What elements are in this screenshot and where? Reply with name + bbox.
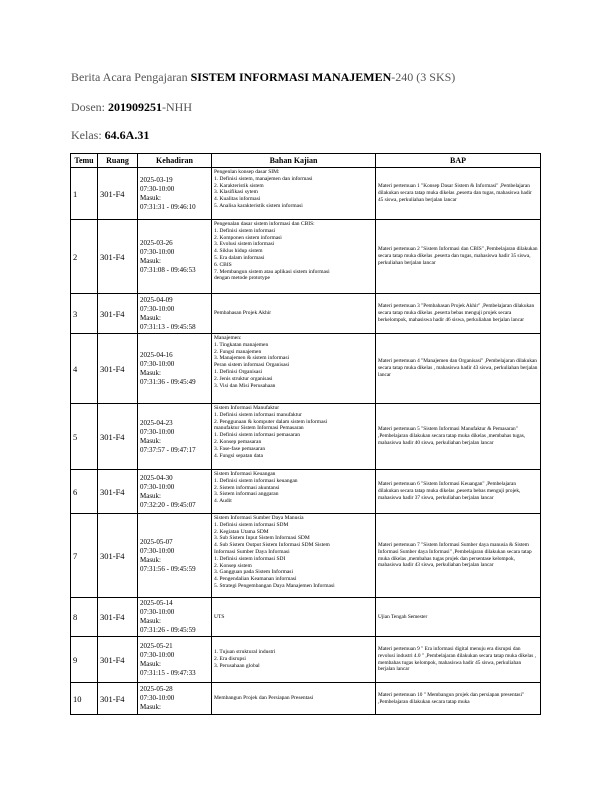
topic-line: 3. Sistem informasi anggaran	[214, 491, 279, 498]
cell-bahan-kajian	[212, 404, 376, 470]
attendance-label: Masuk:	[140, 491, 161, 500]
attendance-schedule: 07:30-10:00	[140, 247, 175, 256]
attendance-label: Masuk:	[140, 703, 161, 711]
table-row	[71, 220, 541, 294]
report-title	[71, 70, 455, 85]
cell-ruang: 301-F4	[98, 220, 138, 294]
attendance-date: 2025-04-30	[140, 473, 173, 482]
class-label: Kelas:	[71, 128, 105, 142]
table-body	[71, 168, 541, 715]
attendance-label: Masuk:	[140, 555, 161, 564]
topic-line: 1. Tujuan struktural industri	[214, 649, 276, 656]
topic-line: Sistem Informasi Sumber Daya Manusia	[214, 515, 304, 521]
lecturer-label: Dosen:	[71, 100, 108, 114]
topic-line: 3. Sub Sistem Input Sistem Informasi SDM	[214, 535, 310, 542]
cell-kehadiran	[138, 470, 212, 514]
attendance-label: Masuk:	[140, 313, 161, 322]
cell-temu: 1	[71, 168, 98, 220]
attendance-date: 2025-05-28	[140, 685, 173, 693]
attendance-label: Masuk:	[140, 436, 161, 445]
topic-line: 4. Siklus hidup sistem	[214, 248, 263, 255]
topic-line: Pembahasan Projek Akhir	[214, 310, 272, 317]
attendance-date: 2025-03-26	[140, 238, 173, 247]
topic-line: 3. Perusahaan global	[214, 662, 260, 669]
attendance-date: 2025-05-14	[140, 599, 173, 607]
cell-bahan-kajian	[212, 637, 376, 683]
topic-line: 1. Definisi sistem informasi pemasaran	[214, 432, 300, 439]
cell-ruang: 301-F4	[98, 683, 138, 715]
topic-line: 4. Fungsi sepatan data	[214, 452, 263, 459]
attendance-label: Masuk:	[140, 193, 161, 202]
attendance-schedule: 07:30-10:00	[140, 184, 175, 193]
cell-temu: 9	[71, 637, 98, 683]
course-name: SISTEM INFORMASI MANAJEMEN	[190, 70, 392, 84]
cell-bahan-kajian	[212, 220, 376, 294]
cell-temu: 2	[71, 220, 98, 294]
topic-line: 2. Fungsi manajemen	[214, 348, 262, 355]
cell-ruang: 301-F4	[98, 637, 138, 683]
class-value: 64.6A.31	[104, 128, 150, 142]
teaching-record-table	[70, 153, 541, 715]
attendance-date: 2025-05-21	[140, 641, 173, 650]
cell-bahan-kajian	[212, 294, 376, 334]
cell-bap: Materi pertemuan 5 "Sistem Informasi Manufaktur & Pemasaran" ,Pembelajaran dilakukan secara tatap muka dikelas ,membahas tugas, mahasiswa hadir 40 siswa, perkuliahan berjalan lancar	[376, 404, 541, 470]
cell-ruang: 301-F4	[98, 470, 138, 514]
table-header-row	[71, 154, 541, 168]
cell-kehadiran	[138, 404, 212, 470]
cell-kehadiran	[138, 334, 212, 404]
topic-line: 1. Definisi sistem informasi keuangan	[214, 477, 298, 484]
cell-bahan-kajian	[212, 598, 376, 637]
cell-kehadiran	[138, 294, 212, 334]
topic-line: Sistem Informasi Manufaktur	[214, 405, 280, 411]
attendance-label: Masuk:	[140, 256, 161, 265]
table-row	[71, 514, 541, 598]
attendance-schedule: 07:30-10:00	[140, 482, 175, 491]
cell-kehadiran	[138, 683, 212, 715]
topic-line: 2. Konsep pemasaran	[214, 438, 262, 445]
topic-line: 3. Visi dan Misi Perusahaan	[214, 382, 276, 389]
topic-line: 2. Karakteristik sistem	[214, 182, 264, 189]
cell-ruang: 301-F4	[98, 598, 138, 637]
topic-line: 7. Membangun sistem atau aplikasi sistem informasi	[214, 268, 330, 275]
table-row	[71, 683, 541, 715]
topic-line: 2. Penggunaan & komputer dalam sistem informasi	[214, 418, 328, 425]
cell-kehadiran	[138, 168, 212, 220]
cell-kehadiran	[138, 220, 212, 294]
cell-ruang: 301-F4	[98, 404, 138, 470]
attendance-time: 07:31:26 - 09:45:59	[140, 626, 196, 634]
topic-line: Pengenalan dasar sistem informasi dan CBIS:	[214, 221, 315, 227]
cell-bahan-kajian	[212, 168, 376, 220]
cell-ruang: 301-F4	[98, 168, 138, 220]
topic-line: Pengenlan konsep dasar SIM:	[214, 169, 280, 175]
topic-line: dengan metode prototype	[214, 275, 270, 282]
table-row	[71, 404, 541, 470]
attendance-label: Masuk:	[140, 659, 161, 668]
lecturer-line	[71, 100, 192, 115]
attendance-schedule: 07:30-10:00	[140, 546, 175, 555]
topic-line: Manajemen:	[214, 335, 242, 341]
table-row	[71, 637, 541, 683]
attendance-time: 07:31:36 - 09:45:49	[140, 377, 196, 386]
col-header-kehadiran: Kehadiran	[138, 154, 212, 168]
topic-line: 5. Strategi Pengembangan Daya Manajemen Informasi	[214, 582, 335, 589]
cell-temu: 6	[71, 470, 98, 514]
topic-line: 4. Pengendalian Keamanan informasi	[214, 576, 297, 583]
topic-line: 4. Audit	[214, 498, 232, 505]
attendance-schedule: 07:30-10:00	[140, 359, 175, 368]
cell-bap: Ujian Tengah Semester	[376, 598, 541, 637]
topic-line: Informasi Sumber Daya Informasi	[214, 548, 290, 555]
cell-bap: Materi pertemuan 7 "Sistem Informasi Sumber daya manusia & Sistem Informasi Sumber daya Informasi" ,Pembelajaran dilakukan secara tatap muka dikelas ,membahas tugas projek dan persentase kelompok, mahasiswa hadir 43 siswa, perkuliahan berjalan lancar	[376, 514, 541, 598]
attendance-time: 07:31:08 - 09:46:53	[140, 265, 196, 274]
cell-bahan-kajian	[212, 514, 376, 598]
cell-kehadiran	[138, 514, 212, 598]
cell-temu: 3	[71, 294, 98, 334]
topic-line: 6. CBIS	[214, 261, 232, 268]
attendance-schedule: 07:30-10:00	[140, 694, 175, 702]
cell-bap: Materi pertemuan 3 "Pembahasan Projek Akhir" ,Pembelajaran dilakukan secara tatap muka dikelas ,peserta bebas menguji projek secara berkelompok, mahasiswa hadir 46 siswa, perkuliahan berjalan lancar	[376, 294, 541, 334]
table-row	[71, 294, 541, 334]
cell-temu: 7	[71, 514, 98, 598]
col-header-temu: Temu	[71, 154, 98, 168]
attendance-date: 2025-04-09	[140, 295, 173, 304]
topic-line: 1. Definisi sistem informasi	[214, 227, 276, 234]
class-line	[71, 128, 149, 143]
col-header-ruang: Ruang	[98, 154, 138, 168]
topic-line: 2. Komponen sistem informasi	[214, 234, 282, 241]
cell-ruang: 301-F4	[98, 334, 138, 404]
cell-kehadiran	[138, 637, 212, 683]
cell-bap: Materi pertemuan 2 "Sistem Informasi dan CBIS" ,Pembelajaran dilakukan secara tatap muka dikelas ,peserta dan tugas, mahasiswa hadir 35 siswa, perkuliahan berjalan lancar	[376, 220, 541, 294]
attendance-schedule: 07:30-10:00	[140, 304, 175, 313]
attendance-time: 07:31:15 - 09:47:33	[140, 668, 196, 677]
topic-line: 2. Sistem informasi akuntansi	[214, 484, 280, 491]
cell-temu: 4	[71, 334, 98, 404]
cell-bap: Materi pertemuan 4 "Manajemen dan Organisasi" ,Pembelajaran dilakukan secara tatap muka dikelas , mahasiswa hadir 43 siswa, perkuliahan berjalan lancar	[376, 334, 541, 404]
cell-bap: Materi pertemuan 9 " Era informasi digital menuju era disrupsi dan revolusi industri 4.0 " ,Pembelajaran dilakukan secara tatap muka dikelas , membahas tugas kelompok, mahasiswa hadir 45 siswa, perkuliahan berjalan lancar	[376, 637, 541, 683]
col-header-bahan-kajian: Bahan Kajian	[212, 154, 376, 168]
table-row	[71, 168, 541, 220]
cell-kehadiran	[138, 598, 212, 637]
topic-line: 4. Kualitas informasi	[214, 196, 261, 203]
topic-line: 3. Evolusi sistem informasi	[214, 241, 275, 248]
attendance-date: 2025-04-16	[140, 350, 173, 359]
attendance-date: 2025-04-23	[140, 418, 173, 427]
topic-line: 5. Era dalam informasi	[214, 254, 265, 261]
topic-line: 2. Jenis struktur organisasi	[214, 375, 273, 382]
attendance-schedule: 07:30-10:00	[140, 608, 175, 616]
table-row	[71, 334, 541, 404]
title-prefix: Berita Acara Pengajaran	[71, 70, 191, 84]
topic-line: Membangun Projek dan Persiapan Presentasi	[214, 695, 314, 702]
attendance-time: 07:37:57 - 09:47:17	[140, 445, 196, 454]
topic-line: Sistem Informasi Keuangan	[214, 471, 276, 477]
cell-bahan-kajian	[212, 470, 376, 514]
cell-bap: Materi pertemuan 6 "Sistem Informasi Keuangan" ,Pembelajaran dilakukan secara tatap muka dikelas ,peserta bebas menguji projek, mahasiswa hadir 37 siswa, perkuliahan berjalan lancar	[376, 470, 541, 514]
topic-line: manufaktur Sistem Informasi Pemasaran	[214, 425, 304, 432]
topic-line: UTS	[214, 613, 225, 620]
cell-bahan-kajian	[212, 334, 376, 404]
lecturer-code: -NHH	[162, 100, 192, 114]
attendance-schedule: 07:30-10:00	[140, 650, 175, 659]
table-row	[71, 470, 541, 514]
course-code: -240 (3 SKS)	[391, 70, 456, 84]
attendance-time: 07:31:56 - 09:45:59	[140, 564, 196, 573]
cell-temu: 5	[71, 404, 98, 470]
attendance-time: 07:31:31 - 09:46:10	[140, 202, 196, 211]
lecturer-id: 201909251	[108, 100, 162, 114]
col-header-bap: BAP	[376, 154, 541, 168]
cell-ruang: 301-F4	[98, 294, 138, 334]
cell-temu: 8	[71, 598, 98, 637]
cell-bap: Materi pertemuan 1 "Konsep Dasar Sistem & Informasi" ,Pembelajaran dilakukan secara tatap muka dikelas ,peserta dan tugas, mahasiswa hadir 45 siswa, perkuliahan berjalan lancar	[376, 168, 541, 220]
topic-line: 1. Tingkatan manajemen	[214, 341, 269, 348]
topic-line: 2. Era disrupsi	[214, 656, 246, 663]
topic-line: 1. Definisi sistem informasi SDI	[214, 555, 286, 562]
topic-line: Peran sistem informasi Organisasi	[214, 362, 290, 369]
attendance-date: 2025-03-19	[140, 175, 173, 184]
cell-bahan-kajian	[212, 683, 376, 715]
attendance-schedule: 07:30-10:00	[140, 427, 175, 436]
topic-line: 3. Klasifikasi sytem	[214, 189, 258, 196]
topic-line: 3. Fase-fase pemasaran	[214, 445, 266, 452]
topic-line: 1. Definisi sistem, manajemen dan informasi	[214, 175, 313, 182]
topic-line: 1. Definisi Organisasi	[214, 368, 263, 375]
attendance-label: Masuk:	[140, 617, 161, 625]
cell-bap: Materi pertemuan 10 " Membangun projek dan persiapan presentasi" ,Pembelajaran dilakukan secara tatap muka	[376, 683, 541, 715]
attendance-date: 2025-05-07	[140, 537, 173, 546]
topic-line: 4. Sub Sistem Output Sistem Informasi SDM Sistem	[214, 542, 330, 549]
attendance-time: 07:32:20 - 09:45:07	[140, 500, 196, 509]
topic-line: 3. Gangguan pada Sistem Informasi	[214, 569, 293, 576]
topic-line: 5. Analisa karakteristik sistem informasi	[214, 202, 303, 209]
attendance-time: 07:31:13 - 09:45:58	[140, 322, 196, 331]
attendance-label: Masuk:	[140, 368, 161, 377]
cell-ruang: 301-F4	[98, 514, 138, 598]
cell-temu: 10	[71, 683, 98, 715]
table-row	[71, 598, 541, 637]
topic-line: 1. Definisi sistem informasi manufaktur	[214, 411, 302, 418]
topic-line: 1. Definisi sistem informasi SDM	[214, 521, 289, 528]
topic-line: 2. Kegiatan Utama SDM	[214, 528, 269, 535]
topic-line: 3. Manajemen & sistem informasi	[214, 355, 289, 362]
topic-line: 2. Konsep sistem	[214, 562, 252, 569]
